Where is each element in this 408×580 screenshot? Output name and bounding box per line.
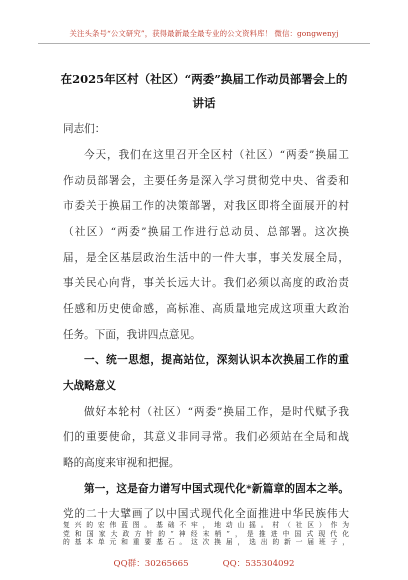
section-heading-1-cont: 大战略意义 — [63, 380, 116, 392]
body-line: 任感和历史使命感，高标准、高质量地完成这项重大政治 — [63, 303, 349, 315]
body-line: 略的高度来审视和把握。 — [63, 457, 180, 469]
body-line: 今天，我们在这里召开全区村（社区）“两委”换届工 — [84, 149, 349, 161]
document-title-line-1: 在2025年区村（社区）“两委”换届工作动员部署会上的 — [60, 72, 348, 86]
body-line: 市委关于换届工作的决策部署，对我区即将全面展开的村 — [63, 200, 349, 212]
body-line: 作动员部署会，主要任务是深入学习贯彻党中央、省委和 — [63, 175, 349, 187]
promo-header: 关注头条号“公文研究”，获得最新最全最专业的公文资料库！ 微信：gongwenyj — [69, 29, 339, 38]
salutation: 同志们： — [63, 123, 106, 135]
body-line: 们的重要使命，其意义非同寻常。我们必须站在全局和战 — [63, 431, 349, 443]
section-heading-1: 一、统一思想，提高站位，深刻认识本次换届工作的重 — [84, 354, 349, 366]
body-line: 任务。下面，我讲四点意见。 — [63, 329, 201, 341]
header-divider — [38, 43, 370, 44]
body-line: 事关民心向背，事关长远大计。我们必须以高度的政治责 — [63, 277, 349, 289]
body-line: 的基本单元和重要基石。这次换届，选出的新一届班子， — [63, 538, 349, 546]
body-line: 党和国家大政方针的“神经末梢”，是推进中国式现代化 — [63, 529, 349, 538]
body-line: 做好本轮村（社区）“两委”换届工作，是时代赋予我 — [84, 406, 349, 418]
body-line: （社区）“两委”换届工作进行总动员、总部署。这次换 — [63, 226, 349, 238]
point-heading-1: 第一，这是奋力谱写中国式现代化*新篇章的固本之举。 — [84, 483, 349, 495]
qq-group: QQ群：30265665 — [113, 559, 189, 569]
contact-footer — [0, 557, 408, 569]
body-line: 党的二十大擘画了以中国式现代化全面推进中华民族伟大 — [63, 508, 349, 520]
qq-number: QQ：535304092 — [222, 559, 295, 569]
body-line: 复兴的宏伟蓝图。基础不牢，地动山摇。村（社区）作为 — [63, 521, 349, 529]
body-line: 届，是全区基层政治生活中的一件大事，事关发展全局， — [63, 252, 349, 264]
document-title-line-2: 讲话 — [192, 96, 216, 110]
